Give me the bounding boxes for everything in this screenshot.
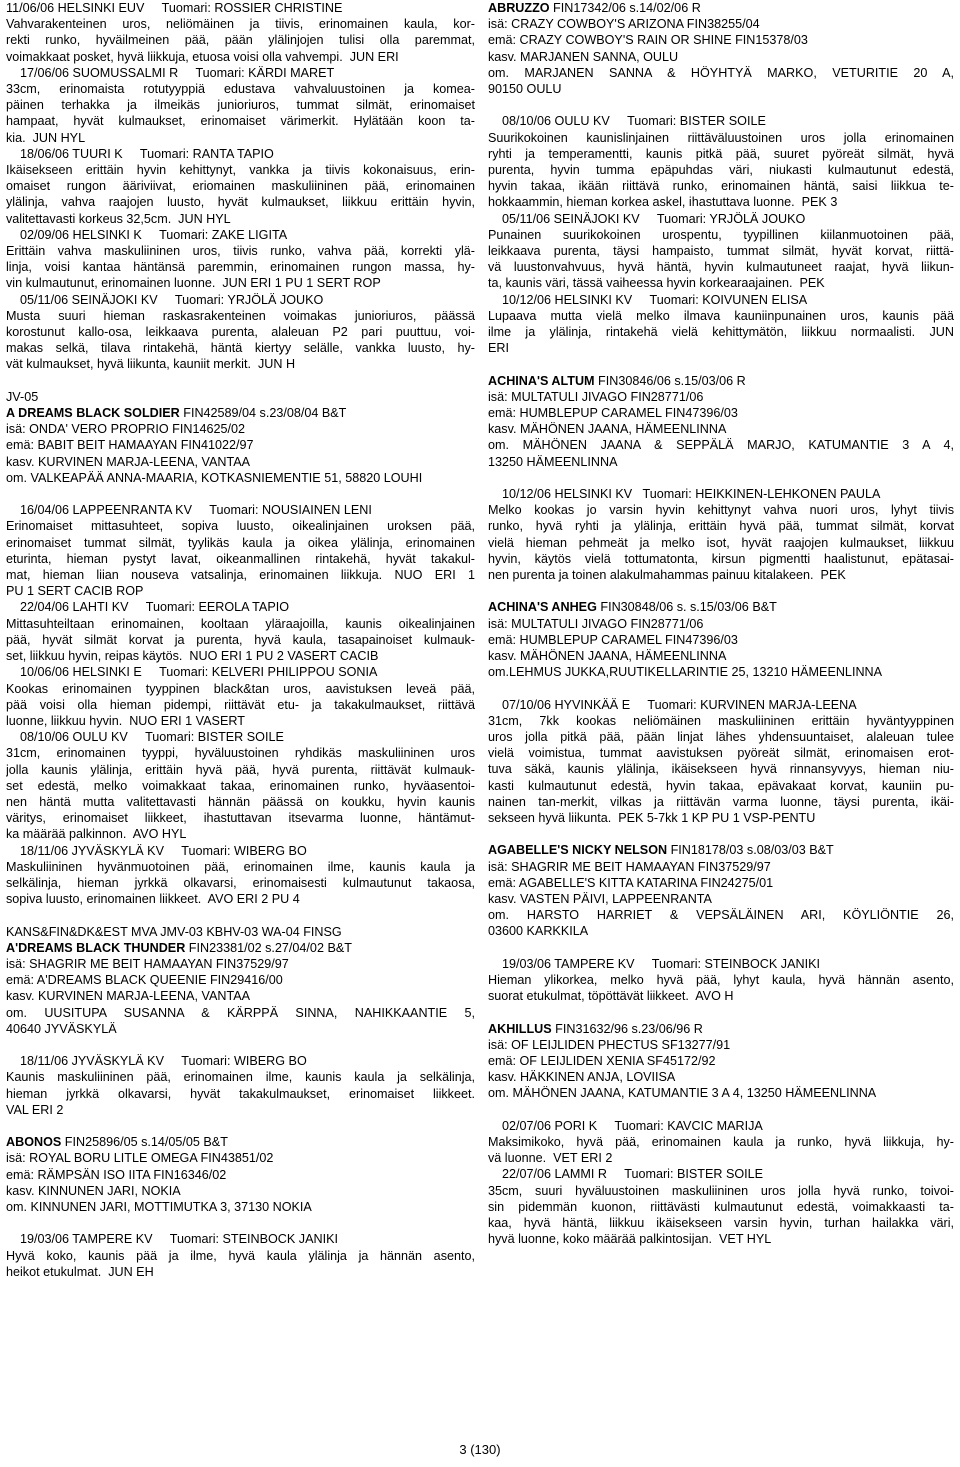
- text-line: kasv. KURVINEN MARJA-LEENA, VANTAA: [6, 454, 250, 469]
- text-line: hyvin, käytös vielä tottumatonta, kirsun pigmentti haalistunut, epätasai-: [488, 551, 954, 566]
- text-line: erinomaiset tummat silmät, tyylikäs kaula ja oikea ylälinja, erinomainen: [6, 535, 475, 550]
- text-line: emä: HUMBLEPUP CARAMEL FIN47396/03: [488, 406, 738, 421]
- text-line: kasv. HÄKKINEN ANJA, LOVIISA: [488, 1070, 676, 1085]
- text-line: kasv. KINNUNEN JARI, NOKIA: [6, 1183, 181, 1198]
- text-line: voimakkaat posket, hyvä liikkuja, etuosa voisi olla vahvempi. JUN ERI: [6, 49, 399, 64]
- text-line: hyvin takaa, ikään riittävä runko, erinomainen häntä, saisi liikkua te-: [488, 179, 954, 194]
- text-line: KANS&FIN&DK&EST MVA JMV-03 KBHV-03 WA-04 FINSG: [6, 924, 342, 939]
- text-line: 13250 HÄMEENLINNA: [488, 454, 618, 469]
- text-line: Mittasuhteiltaan erinomainen, kooltaan yläraajoilla, kaunis oikealinjainen: [6, 616, 475, 631]
- text-line: Ikäisekseen erittäin hyvin kehittynyt, vankka ja tiivis kokonaisuus, erin-: [6, 163, 475, 178]
- text-line: 16/04/06 LAPPEENRANTA KV Tuomari: NOUSIAINEN LENI: [6, 503, 372, 518]
- text-line: 31cm, erinomainen tyyppi, hyväluustoinen ryhdikäs maskuliininen uros: [6, 746, 475, 761]
- text-line: emä: RÄMPSÄN ISO IITA FIN16346/02: [6, 1167, 227, 1182]
- text-line: Lupaava mutta vielä melko ilmava kauniinpunainen uros, kaunis pää: [488, 308, 954, 323]
- text-line: 10/12/06 HELSINKI KV Tuomari: KOIVUNEN ELISA: [488, 292, 808, 307]
- dog-name: ACHINA'S ALTUM: [488, 373, 595, 388]
- blank-line: [488, 583, 954, 599]
- text-line: Suurikokoinen kaunislinjainen riittäväluustoinen uros jolla erinomainen: [488, 130, 954, 145]
- text-line: om. MÄHÖNEN JAANA & SEPPÄLÄ MARJO, KATUMANTIE 3 A 4,: [488, 438, 954, 453]
- text-line: sopiva luusto, erinomainen liikkeet. AVO ERI 2 PU 4: [6, 892, 300, 907]
- text-line: 19/03/06 TAMPERE KV Tuomari: STEINBOCK JANIKI: [6, 1232, 338, 1247]
- text-line: Hyvä koko, kaunis pää ja ilme, hyvä kaula ylälinja ja hännän asento,: [6, 1248, 475, 1263]
- text-line: vin kulmautunut, erinomainen luonne. JUN ERI 1 PU 1 SERT ROP: [6, 276, 381, 291]
- text-line: isä: SHAGRIR ME BEIT HAMAAYAN FIN37529/97: [6, 956, 289, 971]
- blank-line: [488, 680, 954, 696]
- text-line: pää, hyvät silmät korvat ja purenta, hyvä kaula, tasapainoiset kulmauk-: [6, 632, 475, 647]
- text-line: valitettavasti korkeus 32,5cm. JUN HYL: [6, 211, 231, 226]
- text-line: isä: MULTATULI JIVAGO FIN28771/06: [488, 389, 704, 404]
- text-line: nainen tan-merkit, vilkas ja riittävän varma luonne, täysi purenta, ikäi-: [488, 794, 954, 809]
- text-line: 33cm, erinomaista rotutyyppiä edustava vahvaluustoinen ja komea-: [6, 82, 475, 97]
- registration-info: FIN17342/06 s.14/02/06 R: [549, 1, 701, 15]
- text-line: ta, kaunis väri, tässä vaiheessa hyvin korkearaajainen. PEK: [488, 276, 825, 291]
- text-line: tuva säkä, kaunis ylälinja, ikäisekseen hyvä rinnansyvyys, hieman niu-: [488, 762, 954, 777]
- text-line: ilme ja ylälinja, rintakehä vielä kehittymätön, liikkuu normaalisti. JUN: [488, 325, 954, 340]
- text-line: isä: OF LEIJLIDEN PHECTUS SF13277/91: [488, 1037, 731, 1052]
- text-line: isä: MULTATULI JIVAGO FIN28771/06: [488, 616, 704, 631]
- page-number: 3 (130): [459, 1442, 501, 1457]
- right-column: [488, 0, 954, 1248]
- blank-line: [6, 373, 475, 389]
- text-line: 02/09/06 HELSINKI K Tuomari: ZAKE LIGITA: [6, 227, 288, 242]
- text-line: om. MÄHÖNEN JAANA, KATUMANTIE 3 A 4, 13250 HÄMEENLINNA: [488, 1086, 877, 1101]
- text-line: heikot etukulmat. JUN EH: [6, 1264, 154, 1279]
- text-line: emä: A'DREAMS BLACK QUEENIE FIN29416/00: [6, 973, 283, 988]
- text-line: 08/10/06 OULU KV Tuomari: BISTER SOILE: [488, 114, 766, 129]
- text-line: vä luustonvahvuus, hyvä häntä, hyvin kulmautuneet raajat, hyvä liikun-: [488, 260, 954, 275]
- text-line: makas selkä, tilava rintakehä, häntä kiertyy selälle, vankka luusto, hy-: [6, 341, 475, 356]
- text-line: 22/07/06 LAMMI R Tuomari: BISTER SOILE: [488, 1167, 764, 1182]
- dog-entry-header: [488, 373, 954, 389]
- text-line: Punainen suurikokoinen urospentu, tyypillinen kiilanmuotoinen pää,: [488, 227, 954, 242]
- text-line: eturinta, hieman pystyt lavat, oikeanmallinen rintakehä, hyvät takakul-: [6, 551, 475, 566]
- text-line: set edestä, melko voimakkaat takaa, erinomainen runko, hyväasentoi-: [6, 778, 475, 793]
- text-line: om. KINNUNEN JARI, MOTTIMUTKA 3, 37130 NOKIA: [6, 1199, 312, 1214]
- blank-line: [488, 470, 954, 486]
- text-line: ERI: [488, 341, 509, 356]
- text-line: isä: ROYAL BORU LITLE OMEGA FIN43851/02: [6, 1151, 274, 1166]
- blank-line: [488, 1102, 954, 1118]
- text-line: 10/06/06 HELSINKI E Tuomari: KELVERI PHILIPPOU SONIA: [6, 665, 378, 680]
- text-line: selkälinja, hieman jyrkkä olkavarsi, erinomaisesti kulmautunut takaosa,: [6, 875, 475, 890]
- text-line: väritys, erinomaiset liikkeet, ihastuttavan itsevarma luonne, häntämut-: [6, 811, 475, 826]
- blank-line: [488, 1004, 954, 1020]
- text-line: Erittäin vahva maskuliininen uros, tiivis runko, vahva pää, korrekti ylä-: [6, 244, 475, 259]
- registration-info: FIN25896/05 s.14/05/05 B&T: [61, 1135, 228, 1150]
- text-line: luonne, liikkuu hyvin. NUO ERI 1 VASERT: [6, 713, 245, 728]
- blank-line: [6, 1215, 475, 1231]
- text-line: Hieman ylikorkea, melko hyvä pää, lyhyt kaula, hyvä hännän asento,: [488, 973, 954, 988]
- text-line: 05/11/06 SEINÄJOKI KV Tuomari: YRJÖLÄ JOUKO: [488, 211, 806, 226]
- text-line: 31cm, 7kk kookas neliömäinen maskuliininen erittäin hyväntyyppinen: [488, 713, 954, 728]
- text-line: om.LEHMUS JUKKA,RUUTIKELLARINTIE 25, 13210 HÄMEENLINNA: [488, 665, 883, 680]
- dog-name: ABRUZZO: [488, 1, 550, 15]
- text-line: om. UUSITUPA SUSANNA & KÄRPPÄ SINNA, NAHIKKAANTIE 5,: [6, 1005, 475, 1020]
- text-line: sin pidemmän kuonon, riittävästi kulmautunut edestä, voimakkaasti ta-: [488, 1199, 954, 1214]
- registration-info: FIN42589/04 s.23/08/04 B&T: [179, 406, 347, 421]
- text-line: emä: BABIT BEIT HAMAAYAN FIN41022/97: [6, 438, 254, 453]
- text-line: runko, hyvä ryhti ja ylälinja, erittäin hyvä pää, tummat silmät, korvat: [488, 519, 954, 534]
- text-line: Kaunis maskuliininen pää, erinomainen ilme, kaunis kaula ja selkälinja,: [6, 1070, 475, 1085]
- text-line: vielä hieman pehmeät ja melko isot, hyvät raajojen kulmaukset, liikkuu: [488, 535, 954, 550]
- dog-entry-header: [488, 842, 954, 858]
- text-line: kasti kulmautunut edestä, hyvin takaa, epävakaat korvat, kauniin pu-: [488, 778, 954, 793]
- text-line: pää voisi olla hieman pidempi, riittävät etu- ja takakulmaukset, riittävä: [6, 697, 475, 712]
- text-line: sekseen hyvä liikunta. PEK 5-7kk 1 KP PU 1 VSP-PENTU: [488, 811, 816, 826]
- text-line: 11/06/06 HELSINKI EUV Tuomari: ROSSIER CHRISTINE: [6, 1, 343, 15]
- text-line: Vahvarakenteinen uros, neliömäinen ja tiivis, erinomainen kaula, kor-: [6, 17, 475, 32]
- text-line: hampaat, hyvät kulmaukset, erinomaiset värimerkit. Hylätään koon ta-: [6, 114, 475, 129]
- text-line: 02/07/06 PORI K Tuomari: KAVCIC MARIJA: [488, 1118, 763, 1133]
- dog-name: ACHINA'S ANHEG: [488, 600, 597, 615]
- dog-name: ABONOS: [6, 1135, 62, 1150]
- text-line: korostunut kallo-osa, leikkaava purenta, alaleuan P2 pari puuttuu, voi-: [6, 325, 475, 340]
- text-line: om. MARJANEN SANNA & HÖYHTYÄ MARKO, VETURITIE 20 A,: [488, 65, 954, 80]
- text-line: 40640 JYVÄSKYLÄ: [6, 1021, 117, 1036]
- text-line: uros jolla pitkä pää, pään linjat lähes yhdensuuntaiset, alaleuan tulee: [488, 730, 954, 745]
- text-line: kasv. MARJANEN SANNA, OULU: [488, 49, 679, 64]
- text-line: nen purenta ja toinen alakulmahammas painuu kitalakeen. PEK: [488, 568, 846, 583]
- text-line: isä: ONDA' VERO PROPRIO FIN14625/02: [6, 422, 245, 437]
- blank-line: [6, 1118, 475, 1134]
- text-line: emä: CRAZY COWBOY'S RAIN OR SHINE FIN15378/03: [488, 33, 808, 48]
- registration-info: FIN31632/96 s.23/06/96 R: [551, 1021, 703, 1036]
- text-line: VAL ERI 2: [6, 1102, 64, 1117]
- dog-entry-header: [6, 1134, 475, 1150]
- dog-entry-header: [488, 0, 954, 16]
- text-line: 07/10/06 HYVINKÄÄ E Tuomari: KURVINEN MARJA-LEENA: [488, 697, 857, 712]
- dog-entry-header: [6, 405, 475, 421]
- text-line: 10/12/06 HELSINKI KV Tuomari: HEIKKINEN-LEHKONEN PAULA: [488, 487, 881, 502]
- blank-line: [488, 940, 954, 956]
- text-line: leikkaava purenta, täysi hampaisto, tummat silmät, hyvät korvat, riittä-: [488, 244, 954, 259]
- text-line: linja, voisi kantaa häntänsä paremmin, erinomainen rungon massa, hy-: [6, 260, 475, 275]
- text-line: 03600 KARKKILA: [488, 924, 589, 939]
- dog-name: A'DREAMS BLACK THUNDER: [6, 940, 186, 955]
- text-line: vät kulmaukset, hyvä liikunta, kauniit merkit. JUN H: [6, 357, 296, 372]
- blank-line: [488, 97, 954, 113]
- text-line: PU 1 SERT CACIB ROP: [6, 584, 144, 599]
- text-line: vä luonne. VET ERI 2: [488, 1151, 613, 1166]
- text-line: emä: OF LEIJLIDEN XENIA SF45172/92: [488, 1054, 716, 1069]
- text-line: Melko kookas jo varsin hyvin kehittynyt vahva nuori uros, lyhyt tiivis: [488, 503, 954, 518]
- text-line: jolla kaunis ylälinja, erittäin hyvä pää, hyvä purenta, riittävät kulmauk-: [6, 762, 475, 777]
- text-line: Maskuliininen hyvänmuotoinen pää, erinomainen ilme, kaunis kaula ja: [6, 859, 475, 874]
- text-line: kasv. VASTEN PÄIVI, LAPPEENRANTA: [488, 892, 712, 907]
- text-line: rekti runko, hyväilmeinen pää, pään ylälinjojen tulisi olla paremmat,: [6, 33, 475, 48]
- text-line: emä: AGABELLE'S KITTA KATARINA FIN24275/01: [488, 875, 774, 890]
- text-line: 08/10/06 OULU KV Tuomari: BISTER SOILE: [6, 730, 284, 745]
- text-line: 17/06/06 SUOMUSSALMI R Tuomari: KÄRDI MARET: [6, 65, 335, 80]
- text-line: om. VALKEAPÄÄ ANNA-MAARIA, KOTKASNIEMENTIE 51, 58820 LOUHI: [6, 470, 423, 485]
- text-line: ylälinja, vahva raajojen luusto, hyvät kulmaukset, liikkuu erittäin hyvin,: [6, 195, 475, 210]
- blank-line: [488, 826, 954, 842]
- blank-line: [488, 356, 954, 372]
- text-line: Musta suuri hieman raskasrakenteinen voimakas junioriuros, päässä: [6, 308, 475, 323]
- registration-info: FIN23381/02 s.27/04/02 B&T: [185, 940, 352, 955]
- text-line: kasv. KURVINEN MARJA-LEENA, VANTAA: [6, 989, 250, 1004]
- text-line: ryhti ja temperamentti, kaunis pitkä pää, suuret pyöreät silmät, hyvä: [488, 146, 954, 161]
- text-line: 18/11/06 JYVÄSKYLÄ KV Tuomari: WIBERG BO: [6, 1054, 307, 1069]
- text-line: kasv. MÄHÖNEN JAANA, HÄMEENLINNA: [488, 649, 727, 664]
- text-line: päinen terhakka ja ilmeikäs junioriuros, tummat silmät, erinomaiset: [6, 98, 475, 113]
- text-line: emä: HUMBLEPUP CARAMEL FIN47396/03: [488, 632, 738, 647]
- text-line: hyvä luonne, koko määrää palkintosijan. VET HYL: [488, 1232, 772, 1247]
- text-line: om. HARSTO HARRIET & VEPSÄLÄINEN ARI, KÖYLIÖNTIE 26,: [488, 908, 954, 923]
- registration-info: FIN30848/06 s. s.15/03/06 B&T: [596, 600, 777, 615]
- text-line: 19/03/06 TAMPERE KV Tuomari: STEINBOCK JANIKI: [488, 956, 820, 971]
- text-line: kasv. MÄHÖNEN JAANA, HÄMEENLINNA: [488, 422, 727, 437]
- text-line: suorat etukulmat, töpöttävät liikkeet. AVO H: [488, 989, 734, 1004]
- text-line: 90150 OULU: [488, 82, 562, 97]
- text-line: purenta, hyvin tumma epäpuhdas väri, niukasti kulmautunut edestä,: [488, 163, 954, 178]
- dog-name: AKHILLUS: [488, 1021, 552, 1036]
- registration-info: FIN18178/03 s.08/03/03 B&T: [667, 843, 834, 858]
- text-line: isä: SHAGRIR ME BEIT HAMAAYAN FIN37529/97: [488, 859, 771, 874]
- text-line: 05/11/06 SEINÄJOKI KV Tuomari: YRJÖLÄ JOUKO: [6, 292, 324, 307]
- text-line: kia. JUN HYL: [6, 130, 86, 145]
- dog-entry-header: [488, 599, 954, 615]
- text-line: Erinomaiset mittasuhteet, sopiva luusto, oikealinjainen uroksen pää,: [6, 519, 475, 534]
- text-line: hieman jyrkkä olkavarsi, hyvät takakulmaukset, erinomaiset liikkeet.: [6, 1086, 475, 1101]
- dog-entry-header: [6, 940, 475, 956]
- text-line: 18/06/06 TUURI K Tuomari: RANTA TAPIO: [6, 146, 274, 161]
- text-line: mat, hieman liian nouseva vatsalinja, erinomainen liikkuja. NUO ERI 1: [6, 568, 475, 583]
- text-line: nen häntä mutta valitettavasti hännän päässä on koukku, hyvin kaunis: [6, 794, 475, 809]
- text-line: 22/04/06 LAHTI KV Tuomari: EEROLA TAPIO: [6, 600, 290, 615]
- text-line: ka määrää palkinnon. AVO HYL: [6, 827, 187, 842]
- text-line: JV-05: [6, 389, 39, 404]
- text-line: omaiset rungon ääriviivat, eriomainen maskuliininen pää, erinomainen: [6, 179, 475, 194]
- text-line: kaa, hyvä häntä, liikkuu ikäisekseen varsin hyvin, turhan hailakka väri,: [488, 1216, 954, 1231]
- registration-info: FIN30846/06 s.15/03/06 R: [594, 373, 746, 388]
- blank-line: [6, 1037, 475, 1053]
- blank-line: [6, 486, 475, 502]
- text-line: hokkaammin, hieman korkea askel, ihastuttava luonne. PEK 3: [488, 195, 838, 210]
- left-column: [6, 0, 475, 1280]
- text-line: isä: CRAZY COWBOY'S ARIZONA FIN38255/04: [488, 17, 760, 32]
- text-line: 35cm, suuri hyväluustoinen maskuliininen uros jolla hyvä runko, toivoi-: [488, 1183, 954, 1198]
- text-line: Kookas erinomainen tyyppinen black&tan uros, aavistuksen leveä pää,: [6, 681, 475, 696]
- text-line: set, liikkuu hyvin, reipas käytös. NUO ERI 1 PU 2 VASERT CACIB: [6, 649, 379, 664]
- text-line: 18/11/06 JYVÄSKYLÄ KV Tuomari: WIBERG BO: [6, 843, 307, 858]
- text-line: Maksimikoko, hyvä pää, erinomainen kaula ja runko, hyvä liikkuja, hy-: [488, 1135, 954, 1150]
- dog-entry-header: [488, 1021, 954, 1037]
- dog-name: AGABELLE'S NICKY NELSON: [488, 843, 668, 858]
- dog-name: A DREAMS BLACK SOLDIER: [6, 406, 180, 421]
- blank-line: [6, 907, 475, 923]
- text-line: vielä voimistua, tummat aavistuksen pyöreät silmät, erinomaisen erot-: [488, 746, 954, 761]
